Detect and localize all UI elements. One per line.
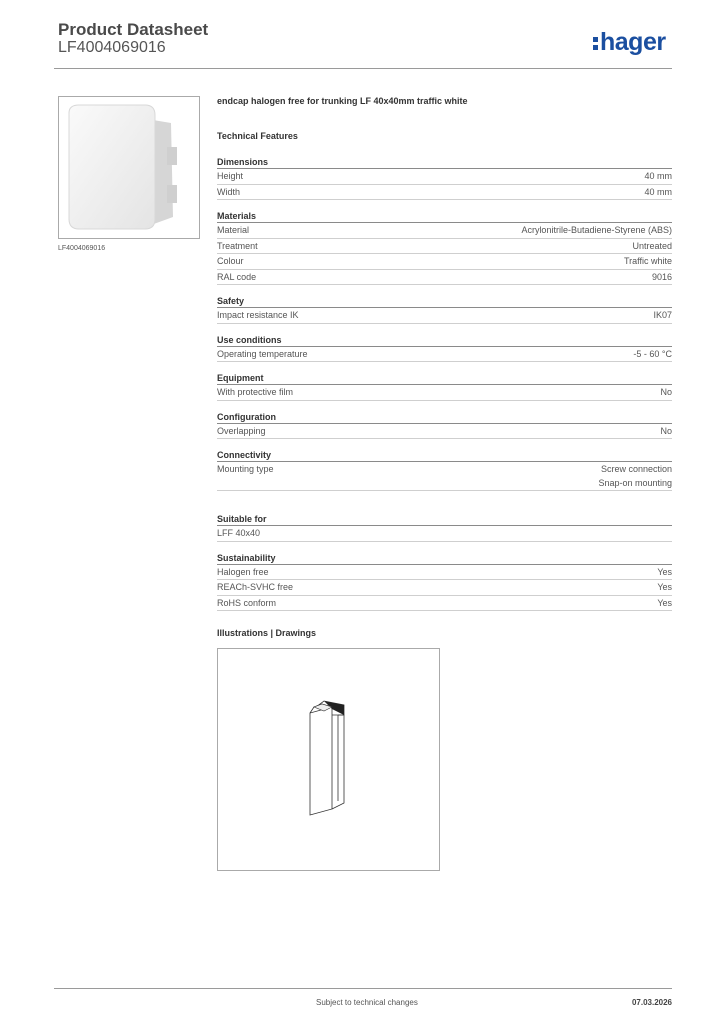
section-heading: Materials (217, 210, 672, 223)
article-number: LF4004069016 (58, 39, 166, 56)
section-use-conditions (217, 334, 672, 363)
table-row (217, 526, 672, 542)
section-heading: Configuration (217, 411, 672, 424)
row-value: Yes (657, 566, 672, 577)
section-heading: Equipment (217, 372, 672, 385)
section-dimensions (217, 156, 672, 200)
table-row (217, 270, 672, 286)
row-label: Operating temperature (217, 348, 308, 359)
section-connectivity (217, 449, 672, 491)
row-label: Mounting type (217, 464, 274, 474)
table-row (217, 462, 672, 491)
section-sustainability (217, 552, 672, 612)
row-value: Yes (657, 582, 672, 592)
table-row (217, 385, 672, 401)
table-row (217, 254, 672, 270)
row-value: 40 mm (644, 171, 672, 181)
spacer (217, 501, 672, 513)
table-row (217, 239, 672, 255)
section-heading: Safety (217, 295, 672, 308)
row-label: Overlapping (217, 425, 266, 436)
table-row (217, 223, 672, 239)
table-row (217, 185, 672, 201)
footer-note: Subject to technical changes (316, 998, 418, 1007)
section-safety (217, 295, 672, 324)
endcap-photo-icon (59, 97, 199, 238)
table-row (217, 424, 672, 440)
brand-logo (593, 28, 666, 57)
row-label: Height (217, 171, 244, 181)
page-title: Product Datasheet (58, 20, 209, 39)
logo-dots-icon (593, 33, 598, 51)
section-materials (217, 210, 672, 285)
section-heading: Use conditions (217, 334, 672, 347)
row-label: RAL code (217, 271, 257, 282)
section-heading: Sustainability (217, 552, 672, 565)
section-heading: Suitable for (217, 513, 672, 526)
row-value (598, 463, 672, 490)
table-row (217, 565, 672, 581)
row-value: Traffic white (623, 256, 672, 266)
table-row (217, 580, 672, 596)
row-label: With protective film (217, 387, 294, 397)
row-label: Colour (217, 256, 244, 266)
image-caption: LF4004069016 (58, 245, 106, 252)
row-value-line: Screw connection (600, 464, 672, 474)
row-value: No (660, 387, 672, 397)
endcap-drawing-icon (218, 649, 439, 870)
technical-drawing (217, 648, 440, 871)
row-label: Treatment (217, 240, 258, 251)
row-label: Material (217, 225, 250, 235)
row-label: REACh-SVHC free (217, 582, 294, 592)
row-label: Halogen free (217, 566, 269, 577)
row-value: No (660, 425, 672, 436)
section-suitable-for (217, 513, 672, 542)
technical-features-heading: Technical Features (217, 131, 298, 141)
row-label: Width (217, 186, 241, 197)
table-row (217, 596, 672, 612)
footer-divider (54, 988, 672, 989)
section-heading: Connectivity (217, 449, 672, 462)
technical-features-list (217, 156, 672, 621)
row-value-line: Snap-on mounting (598, 477, 672, 488)
table-row (217, 169, 672, 185)
table-row (217, 347, 672, 363)
row-value: Acrylonitrile-Butadiene-Styrene (ABS) (521, 225, 672, 235)
row-label: LFF 40x40 (217, 528, 261, 538)
row-label: RoHS conform (217, 597, 277, 608)
row-value: -5 - 60 °C (633, 348, 672, 359)
product-description: endcap halogen free for trunking LF 40x40mm traffic white (217, 96, 468, 106)
row-label: Impact resistance IK (217, 310, 299, 320)
product-image (58, 96, 200, 239)
table-row (217, 308, 672, 324)
row-value: Untreated (632, 240, 672, 251)
row-value: 9016 (651, 271, 672, 282)
header-divider (54, 68, 672, 69)
section-heading: Dimensions (217, 156, 672, 169)
row-value: 40 mm (644, 186, 672, 197)
row-value: Yes (657, 597, 672, 608)
section-equipment (217, 372, 672, 401)
footer-date: 07.03.2026 (631, 998, 672, 1007)
brand-name: hager (600, 28, 666, 56)
row-value: IK07 (653, 310, 672, 320)
section-configuration (217, 411, 672, 440)
illustrations-heading: Illustrations | Drawings (217, 628, 317, 638)
